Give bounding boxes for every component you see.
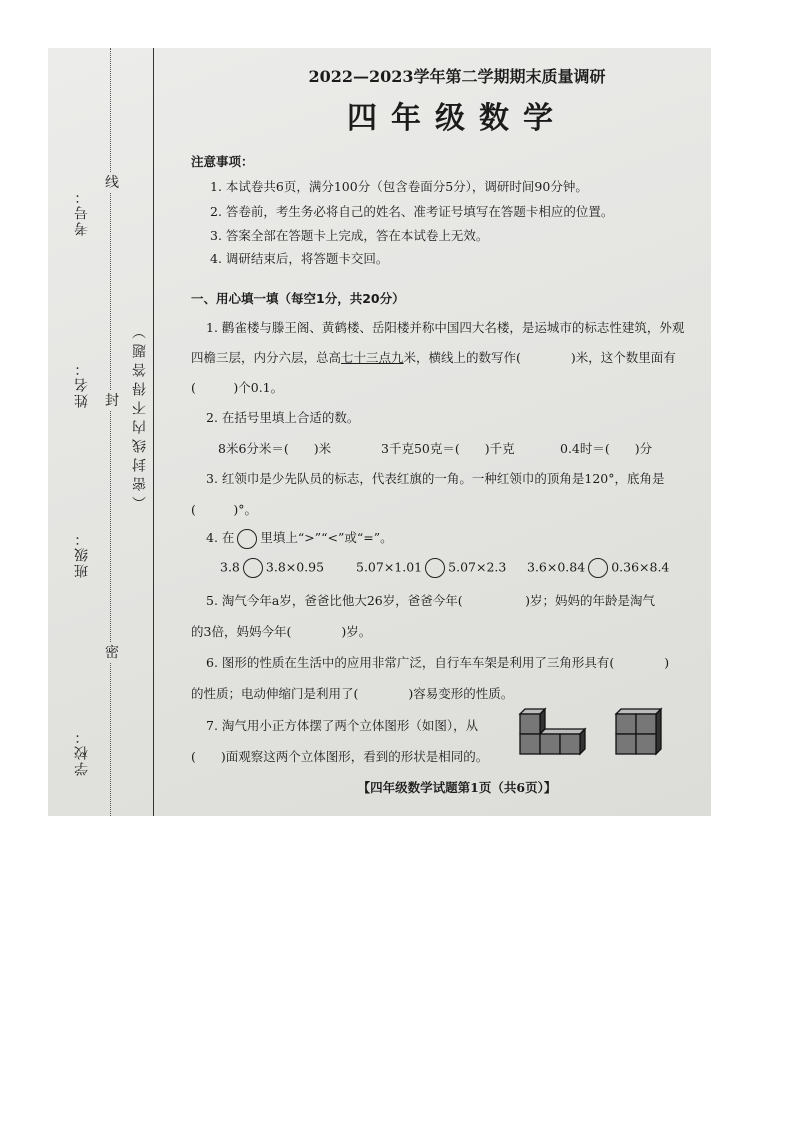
q1-line2-a: 四檐三层，内分六层，总高 <box>191 350 342 365</box>
notice-item: 3. 答案全部在答题卡上完成，答在本试卷上无效。 <box>210 228 489 243</box>
q4-c1-right: 3.8×0.95 <box>265 559 325 575</box>
binding-notice: （密封线内不得答题） <box>132 320 148 510</box>
q4-c3-left: 3.6×0.84 <box>527 559 586 575</box>
q4-compare-3 <box>527 558 669 578</box>
q4-c2-left: 5.07×1.01 <box>356 559 423 575</box>
exam-year-title: 2022—2023学年第二学期期末质量调研 <box>308 67 606 86</box>
q4-c2-right: 5.07×2.3 <box>448 559 507 575</box>
q3-line1: 3. 红领巾是少先队员的标志，代表红旗的一角。一种红领巾的顶角是120°，底角是 <box>206 471 665 486</box>
q6-line2: 的性质；电动伸缩门是利用了( )容易变形的性质。 <box>191 686 514 701</box>
q1-underlined-number: 七十三点九 <box>341 350 404 365</box>
binding-dotted-line <box>110 48 111 816</box>
exam-number-label: 考号： <box>74 188 90 236</box>
notice-item: 2. 答卷前，考生务必将自己的姓名、准考证号填写在答题卡相应的位置。 <box>210 204 614 219</box>
q5-line1: 5. 淘气今年a岁，爸爸比他大26岁，爸爸今年( )岁；妈妈的年龄是淘气 <box>206 593 656 608</box>
q2-item-c: 0.4时＝( )分 <box>560 441 653 456</box>
q4-stem-post: 里填上“>”“<”或“=”。 <box>260 530 393 545</box>
q4-compare-2 <box>356 558 506 578</box>
q4-stem-pre: 4. 在 <box>206 530 235 545</box>
q3-line2: ( )°。 <box>191 502 258 517</box>
q4-c3-right: 0.36×8.4 <box>611 559 670 575</box>
page-footer: 【四年级数学试题第1页（共6页）】 <box>357 780 557 795</box>
cube-figure-left <box>518 706 594 766</box>
q5-line2: 的3倍，妈妈今年( )岁。 <box>191 624 372 639</box>
compare-circle-icon <box>243 558 263 578</box>
class-label: 班级： <box>74 530 90 578</box>
notice-item: 4. 调研结束后，将答题卡交回。 <box>210 251 389 266</box>
compare-circle-icon <box>425 558 445 578</box>
q2-stem: 2. 在括号里填上合适的数。 <box>206 410 360 425</box>
q7-line1: 7. 淘气用小正方体摆了两个立体图形（如图），从 <box>206 718 479 733</box>
q4-stem <box>206 528 393 549</box>
binding-mark-mi: 密 <box>105 642 119 662</box>
q4-compare-1 <box>220 558 324 578</box>
binding-mark-xian: 线 <box>105 172 119 192</box>
q6-line1: 6. 图形的性质在生活中的应用非常广泛，自行车车架是利用了三角形具有( ) <box>206 655 670 670</box>
binding-solid-line <box>153 48 154 816</box>
q1-line3: ( )个0.1。 <box>191 380 284 395</box>
q2-item-b: 3千克50克＝( )千克 <box>381 441 515 456</box>
q4-c1-left: 3.8 <box>220 559 240 575</box>
q1-line2-b: 米，横线上的数写作( )米，这个数里面有 <box>403 350 676 365</box>
q1-line1: 1. 鹳雀楼与滕王阁、黄鹤楼、岳阳楼并称中国四大名楼，是运城市的标志性建筑，外观 <box>206 320 685 335</box>
q7-line2: ( )面观察这两个立体图形，看到的形状是相同的。 <box>191 749 489 764</box>
subject-title: 四年级数学 <box>347 101 567 136</box>
notice-item: 1. 本试卷共6页，满分100分（包含卷面分5分），调研时间90分钟。 <box>210 179 588 194</box>
cube-figure-right <box>614 706 670 766</box>
q2-item-a: 8米6分米＝( )米 <box>218 441 332 456</box>
q1-line2 <box>191 348 676 366</box>
compare-circle-icon <box>237 529 257 549</box>
school-label: 学校： <box>74 728 90 776</box>
student-name-label: 姓名： <box>74 360 90 408</box>
notice-heading: 注意事项： <box>191 154 254 169</box>
compare-circle-icon <box>588 558 608 578</box>
section-heading: 一、用心填一填（每空1分，共20分） <box>191 291 405 306</box>
scanned-exam-page <box>48 48 711 816</box>
binding-mark-feng: 封 <box>105 390 119 410</box>
